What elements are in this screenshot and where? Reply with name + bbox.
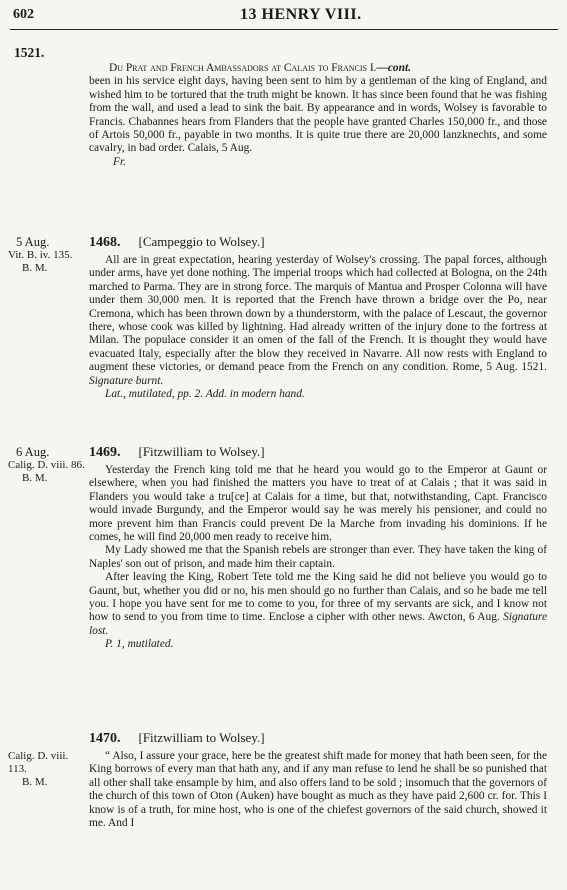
entry-repository: B. M. (22, 776, 48, 788)
page-number: 602 (13, 7, 34, 22)
continued-note: Fr. (113, 155, 126, 168)
entry-reference: Calig. D. viii. 113. (8, 750, 69, 775)
entry-1469-heading (89, 444, 265, 461)
entry-1470-body (89, 750, 547, 830)
entry-repository: B. M. (22, 262, 48, 274)
entry-signature-note: Signature lost. (89, 611, 547, 637)
entry-1470-margin (8, 750, 86, 789)
entry-1470-heading (89, 730, 265, 747)
year-marker: 1521. (14, 45, 45, 60)
continued-heading-title: Du Prat and French Ambassadors at Calais to Francis I. (109, 62, 377, 74)
entry-paragraph-text: All are in great expectation, hearing yesterday of Wolsey's crossing. The papal forces, although under arms, have yet done nothing. The imperial troops which had collected at Bologna, on the 24th marched to Parma. They are in strong force. The marquis of Mantua and Prosper Colonna will have under them 30,000 men. It is reported that the French have thrown a bridge over the Po, near Cremona, which has been thrown down by a thunderstorm, with the palace of Lescaut, the governor there, whose cook was killed by lightning. Had already written of the injury done to the fortress at Milan. The populace consider it an omen of the fall of the French. It is thought they would have evacuated Italy, especially after the blow they received in Navarre. All now rests with England to augment these victories, or demand peace from the French on any condition. Rome, 5 Aug. 1521. (89, 254, 547, 374)
entry-title: [Campeggio to Wolsey.] (138, 234, 265, 249)
entry-paragraph: “ Also, I assure your grace, here be the greatest shift made for money that hath been seen, for the King borrows of every man that hath any, and if any man refuse to lend he shall be so punished that all other shall take ensample by him, and also offers land to be sold ; insomuch that the governors of the church of this town of Oton (Auken) have bought as much as they have paid 2,600 cr. for. This I know is of a truth, for mine host, who is one of the chiefest governors of the said church, showed it me. And I (89, 750, 547, 830)
running-title: 13 HENRY VIII. (240, 6, 362, 23)
entry-note: Lat., mutilated, pp. 2. Add. in modern hand. (105, 388, 305, 401)
continued-text: been in his service eight days, having been sent to him by a gentleman of the king of England, and wished him to be tortured that the truth might be known. It has since been found that he was fishing from the wall, and used a lead to sink the bait. By appearance and in words, Wolsey is favorable to Francis. Chabannes hears from Flanders that the people have granted Charles 150,000 fr., and those of Artois 50,000 fr., payable in two months. It is quite true there are 20,000 lanzknechts, and some cavalry, in bad order. Calais, 5 Aug. (89, 75, 547, 155)
entry-paragraph (89, 254, 547, 388)
entry-paragraph (89, 571, 547, 638)
continued-heading (89, 62, 547, 75)
entry-1468-margin (8, 236, 86, 275)
entry-repository: B. M. (22, 472, 48, 484)
entry-reference: Calig. D. viii. 86. (8, 459, 85, 471)
entry-date: 5 Aug. (16, 235, 50, 249)
header-rule (10, 29, 558, 30)
entry-paragraph: My Lady showed me that the Spanish rebels are stronger than ever. They have taken the king of Naples' son out of prison, and made him their captain. (89, 544, 547, 570)
entry-1468-heading (89, 234, 265, 251)
continued-entry (89, 62, 547, 169)
entry-title: [Fitzwilliam to Wolsey.] (138, 444, 265, 459)
entry-title: [Fitzwilliam to Wolsey.] (138, 730, 265, 745)
entry-reference: Vit. B. iv. 135. (8, 249, 73, 261)
entry-paragraph-text: After leaving the King, Robert Tete told me the King said he did not believe you would go to Gaunt, but, whether you did or no, his men should go no further than Calais, and so he bade me tell you. I hope you have sent for me to come to you, for three of my servants are sick, and I know not how to send to you from time to time. Enclose a cipher with other news. Awcton, 6 Aug. (89, 571, 547, 624)
entry-signature-note: Signature burnt. (89, 374, 164, 387)
entry-1469-margin (8, 446, 86, 485)
continued-heading-cont: —cont. (376, 62, 411, 74)
page-header (10, 0, 558, 30)
entry-1469-body (89, 464, 547, 652)
entry-1468-body (89, 254, 547, 401)
entry-number: 1468. (89, 235, 121, 250)
entry-note: P. 1, mutilated. (105, 638, 174, 651)
entry-number: 1469. (89, 445, 121, 460)
entry-date: 6 Aug. (16, 445, 50, 459)
entry-paragraph: Yesterday the French king told me that he heard you would go to the Emperor at Gaunt or elsewhere, when you had finished the matters you have to treat of at Calais ; that it was said in Flanders you would take a tru[ce] at Calais for a time, but that, notwithstanding, Capt. Francisco would invade Burgundy, and the Emperor would say he was merely his pensioner, and could no more prevent him than Francis could prevent De la Marche from invading his dominions. If he comes, he will find 20,000 men ready to receive him. (89, 464, 547, 544)
entry-number: 1470. (89, 731, 121, 746)
